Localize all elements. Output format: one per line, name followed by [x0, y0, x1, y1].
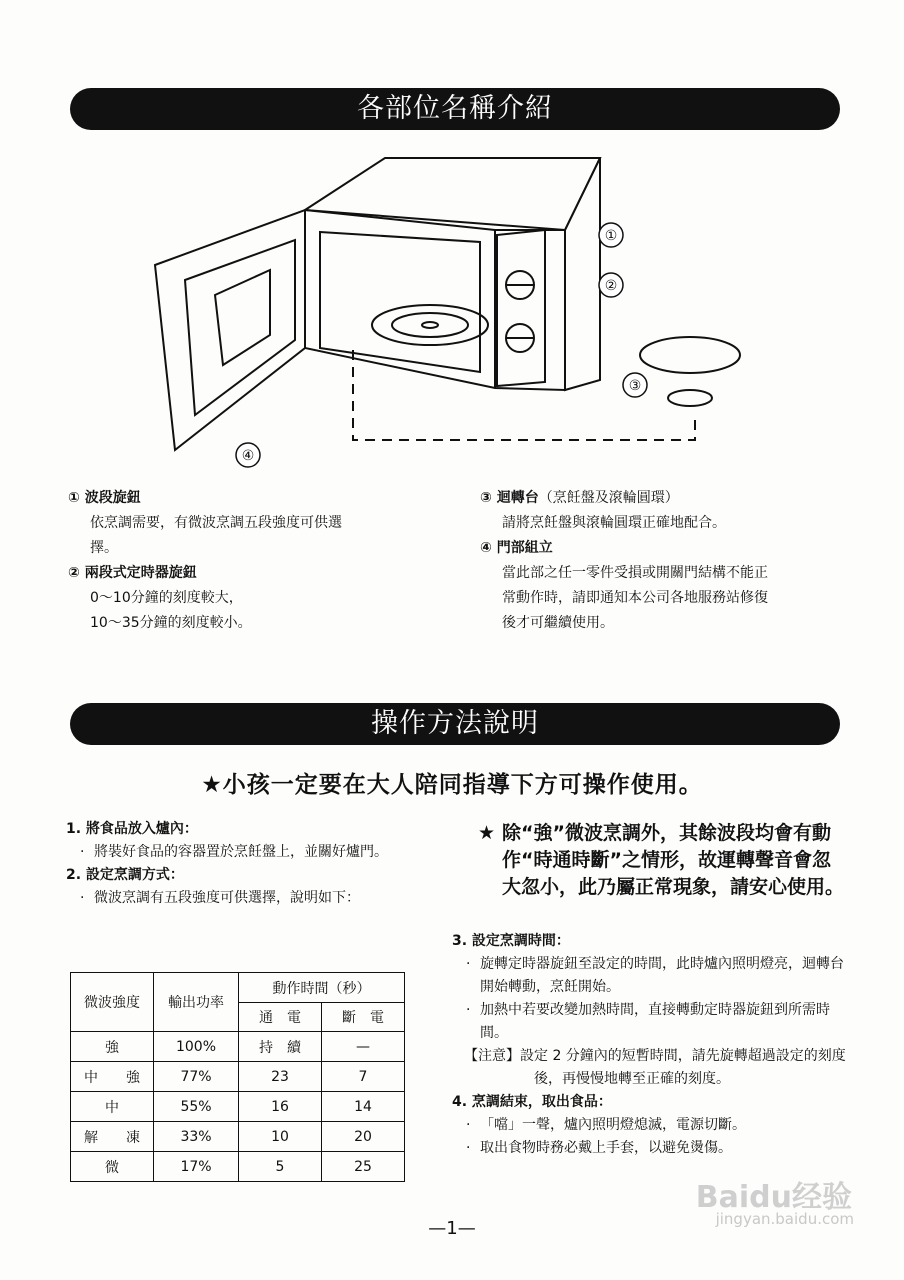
step-2-title: 2. 設定烹調方式：	[66, 867, 184, 883]
table-subheader-on: 通 電	[239, 1003, 322, 1032]
table-cell: 微	[71, 1152, 154, 1182]
steps-left	[66, 818, 411, 910]
table-row	[71, 1152, 405, 1182]
section-title-operation: 操作方法說明	[70, 703, 840, 745]
star-note-text: 除“強”微波烹調外，其餘波段均會有動作“時通時斷”之情形，故運轉聲音會忽大忽小，此乃屬正常現象，請安心使用。	[502, 822, 845, 898]
part-4-desc-1: 當此部之任一零件受損或開關門結構不能正	[502, 565, 768, 581]
step-4-bullet-1: · 「噹」一聲，爐內照明燈熄滅，電源切斷。	[452, 1114, 852, 1137]
callout-3: ③	[628, 378, 642, 394]
table-cell: 20	[322, 1122, 405, 1152]
steps-right	[452, 930, 852, 1160]
safety-warning: ★小孩一定要在大人陪同指導下方可操作使用。	[201, 772, 703, 798]
watermark-url: jingyan.baidu.com	[715, 1210, 854, 1228]
callout-4: ④	[241, 448, 255, 464]
table-cell: 7	[322, 1062, 405, 1092]
table-cell: 17%	[154, 1152, 239, 1182]
part-2-desc-2: 10～35分鐘的刻度較小。	[90, 615, 252, 631]
part-1-name: ① 波段旋鈕	[68, 490, 141, 506]
part-3-desc-1: 請將烹飪盤與滾輪圓環正確地配合。	[502, 515, 726, 531]
table-row	[71, 1062, 405, 1092]
star-icon: ★	[478, 822, 496, 844]
table-cell: 23	[239, 1062, 322, 1092]
table-cell: 中	[71, 1092, 154, 1122]
table-cell: 77%	[154, 1062, 239, 1092]
part-4-desc-2: 常動作時，請即通知本公司各地服務站修復	[502, 590, 768, 606]
callout-2: ②	[604, 278, 618, 294]
table-cell: 中 強	[71, 1062, 154, 1092]
table-cell: 5	[239, 1152, 322, 1182]
part-4-name: ④ 門部組立	[480, 540, 553, 556]
table-cell: 10	[239, 1122, 322, 1152]
table-row	[71, 1092, 405, 1122]
parts-list-left	[68, 486, 413, 636]
baidu-watermark: Baidu经验	[695, 1180, 852, 1215]
part-4-desc-3: 後才可繼續使用。	[502, 615, 614, 631]
step-4-title: 4. 烹調結束，取出食品：	[452, 1094, 612, 1110]
table-cell: 14	[322, 1092, 405, 1122]
table-cell: 33%	[154, 1122, 239, 1152]
page-number: —1—	[428, 1218, 476, 1239]
step-3-bullet-2: · 加熱中若要改變加熱時間，直接轉動定時器旋鈕到所需時間。	[452, 999, 852, 1045]
table-row	[71, 1032, 405, 1062]
part-1-desc-1: 依烹調需要，有微波烹調五段強度可供選	[90, 515, 342, 531]
table-header-strength: 微波強度	[71, 973, 154, 1032]
table-cell: 100%	[154, 1032, 239, 1062]
step-3-bullet-1: · 旋轉定時器旋鈕至設定的時間，此時爐內照明燈亮，迴轉台開始轉動，烹飪開始。	[452, 953, 852, 999]
table-header-output: 輸出功率	[154, 973, 239, 1032]
step-1-bullet: · 將裝好食品的容器置於烹飪盤上，並關好爐門。	[66, 841, 411, 864]
parts-list-right	[480, 486, 850, 636]
notice-text: 【注意】設定 2 分鐘內的短暫時間，請先旋轉超過設定的刻度後，再慢慢地轉至正確的刻度。	[464, 1048, 846, 1087]
table-cell: 持 續	[239, 1032, 322, 1062]
table-header-time: 動作時間（秒）	[239, 973, 405, 1003]
table-cell: 25	[322, 1152, 405, 1182]
callout-1: ①	[604, 228, 618, 244]
part-3-name: ③ 迴轉台（烹飪盤及滾輪圓環）	[480, 490, 679, 506]
step-3-title: 3. 設定烹調時間：	[452, 933, 570, 949]
table-cell: 強	[71, 1032, 154, 1062]
step-4-bullet-2: · 取出食物時務必戴上手套，以避免燙傷。	[452, 1137, 852, 1160]
star-note	[478, 820, 848, 901]
part-2-name: ② 兩段式定時器旋鈕	[68, 565, 197, 581]
table-cell: 55%	[154, 1092, 239, 1122]
table-cell: 16	[239, 1092, 322, 1122]
part-1-desc-2: 擇。	[90, 540, 118, 556]
section-title-parts: 各部位名稱介紹	[70, 88, 840, 130]
table-row	[71, 1122, 405, 1152]
table-cell: 解 凍	[71, 1122, 154, 1152]
power-table	[70, 972, 405, 1182]
step-2-bullet: · 微波烹調有五段強度可供選擇，說明如下：	[66, 887, 411, 910]
part-2-desc-1: 0～10分鐘的刻度較大，	[90, 590, 243, 606]
table-cell: —	[322, 1032, 405, 1062]
table-subheader-off: 斷 電	[322, 1003, 405, 1032]
step-1-title: 1. 將食品放入爐內：	[66, 821, 198, 837]
microwave-diagram	[145, 150, 745, 470]
